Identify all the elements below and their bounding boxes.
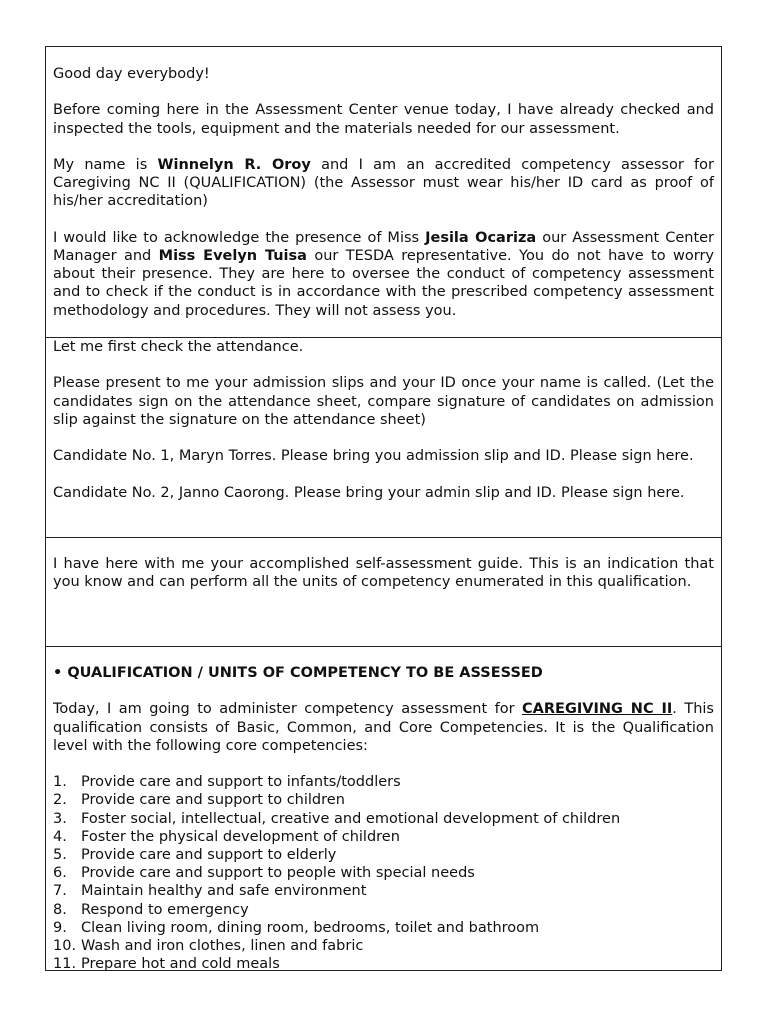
acknowledge-paragraph xyxy=(53,229,714,320)
divider xyxy=(46,537,721,538)
text: Today, I am going to administer competency assessment for xyxy=(53,701,523,718)
section-introduction xyxy=(46,65,721,320)
greeting: Good day everybody! xyxy=(53,66,210,82)
list-text: Clean living room, dining room, bedrooms, toilet and bathroom xyxy=(81,919,540,936)
list-text: Maintain healthy and safe environment xyxy=(81,883,367,900)
list-number: 6. xyxy=(53,865,67,882)
text: our Assessment Center Manager and xyxy=(53,229,715,264)
list-item xyxy=(53,791,714,809)
candidate-1-paragraph: Candidate No. 1, Maryn Torres. Please bring you admission slip and ID. Please sign here. xyxy=(53,448,694,465)
self-assessment-paragraph: I have here with me your accomplished self-assessment guide. This is an indication that you know and can perform all the units of competency enumerated in this qualification. xyxy=(53,556,714,591)
text: . This qualification consists of Basic, Common, and Core Competencies. It is the Qualification level with the following core competencies: xyxy=(53,701,714,754)
text: our TESDA representative. You do not have to worry about their presence. They are here to oversee the conduct of competency assessment and to check if the conduct is in accordance with the prescribed competency assessment methodology and procedures. They will not assess you. xyxy=(53,247,714,319)
list-text: Respond to emergency xyxy=(81,901,249,918)
document-frame xyxy=(45,46,722,971)
admission-paragraph: Please present to me your admission slips and your ID once your name is called. (Let the candidates sign on the attendance sheet, compare signature of candidates on admission slip against the signature on the attendance sheet) xyxy=(53,375,714,428)
competency-list xyxy=(53,773,714,973)
assessor-intro-paragraph xyxy=(53,156,714,211)
representative-name: Miss Evelyn Tuisa xyxy=(158,247,307,264)
list-number: 11. xyxy=(53,956,77,973)
qualification-name: CAREGIVING NC II xyxy=(522,701,673,718)
qualification-heading: • QUALIFICATION / UNITS OF COMPETENCY TO BE ASSESSED xyxy=(53,665,543,681)
list-number: 8. xyxy=(53,901,67,918)
list-text: Provide care and support to children xyxy=(81,792,345,809)
list-item xyxy=(53,955,714,973)
list-number: 3. xyxy=(53,810,67,827)
list-number: 4. xyxy=(53,828,67,845)
section-self-assessment xyxy=(46,555,721,591)
list-item xyxy=(53,846,714,864)
list-text: Foster the physical development of children xyxy=(81,828,400,845)
section-qualification xyxy=(46,664,721,973)
list-number: 10. xyxy=(53,938,77,955)
list-item xyxy=(53,919,714,937)
list-item xyxy=(53,773,714,791)
list-number: 9. xyxy=(53,919,67,936)
list-number: 7. xyxy=(53,883,67,900)
attendance-paragraph: Let me first check the attendance. xyxy=(53,339,304,355)
list-text: Wash and iron clothes, linen and fabric xyxy=(81,938,364,955)
list-item xyxy=(53,937,714,955)
list-text: Prepare hot and cold meals xyxy=(81,956,280,973)
list-text: Provide care and support to infants/toddlers xyxy=(81,774,401,791)
list-number: 5. xyxy=(53,847,67,863)
list-text: Foster social, intellectual, creative and emotional development of children xyxy=(81,810,621,827)
list-item xyxy=(53,864,714,882)
candidate-2-paragraph: Candidate No. 2, Janno Caorong. Please bring your admin slip and ID. Please sign here. xyxy=(53,484,685,501)
list-item xyxy=(53,882,714,900)
divider xyxy=(46,646,721,647)
list-number: 1. xyxy=(53,774,67,791)
text: and I am an accredited competency assessor for Caregiving NC II (QUALIFICATION) (the Assessor must wear his/her ID card as proof of his/her accreditation) xyxy=(53,156,714,210)
text: I would like to acknowledge the presence of Miss xyxy=(53,229,426,246)
section-attendance xyxy=(46,338,721,502)
list-text: Provide care and support to elderly xyxy=(81,847,337,863)
list-item xyxy=(53,810,714,828)
manager-name: Jesila Ocariza xyxy=(425,229,537,246)
assessor-name: Winnelyn R. Oroy xyxy=(157,156,311,173)
list-text: Provide care and support to people with special needs xyxy=(81,865,475,882)
list-item xyxy=(53,828,714,846)
list-number: 2. xyxy=(53,792,67,809)
text: My name is xyxy=(53,156,158,173)
list-item xyxy=(53,901,714,919)
qualification-intro-paragraph xyxy=(53,700,714,755)
checked-tools-paragraph: Before coming here in the Assessment Center venue today, I have already checked and inspected the tools, equipment and the materials needed for our assessment. xyxy=(53,102,714,137)
